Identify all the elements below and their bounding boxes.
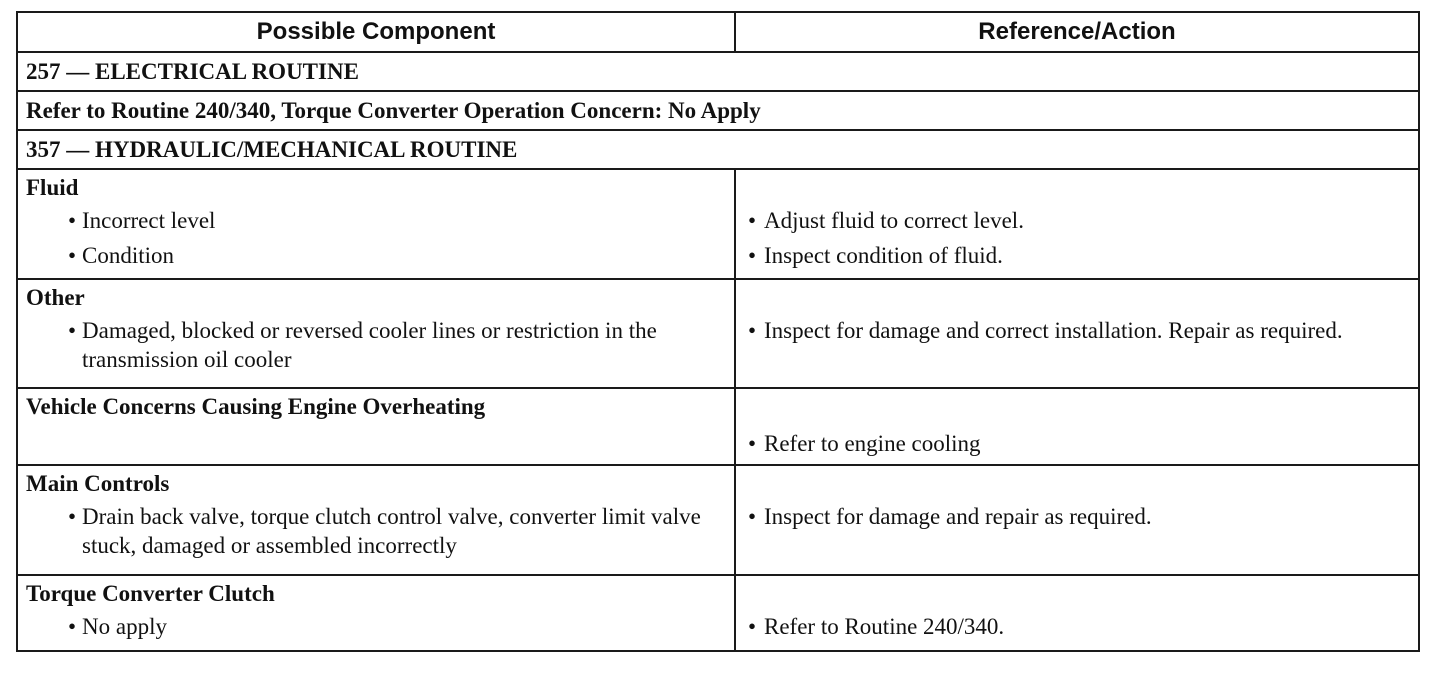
action-bullet: • Adjust fluid to correct level. [736, 206, 1418, 235]
component-bullet: • Condition [18, 241, 734, 270]
group-title-main-controls: Main Controls [26, 471, 170, 496]
table-row [17, 465, 1419, 575]
group-title-other: Other [26, 285, 85, 310]
header-row [17, 12, 1419, 52]
table-row [17, 279, 1419, 388]
action-bullet: • Inspect condition of fluid. [736, 241, 1418, 270]
table-row [17, 388, 1419, 465]
component-bullet: • No apply [18, 612, 734, 641]
section-title-hydraulic: 357 — HYDRAULIC/MECHANICAL ROUTINE [17, 130, 1419, 169]
component-cell [17, 169, 735, 279]
action-cell [735, 465, 1419, 575]
section-title-electrical: 257 — ELECTRICAL ROUTINE [17, 52, 1419, 91]
group-title-vehicle: Vehicle Concerns Causing Engine Overheating [26, 394, 486, 419]
component-cell [17, 575, 735, 651]
action-bullet: • Inspect for damage and correct installation. Repair as required. [736, 316, 1418, 345]
action-bullet: • Refer to Routine 240/340. [736, 612, 1418, 641]
component-bullet: • Damaged, blocked or reversed cooler lines or restriction in the transmission oil cooler [18, 316, 734, 374]
component-cell [17, 388, 735, 465]
component-bullet: • Incorrect level [18, 206, 734, 235]
component-cell [17, 279, 735, 388]
component-cell [17, 465, 735, 575]
action-cell [735, 388, 1419, 465]
group-title-tcc: Torque Converter Clutch [26, 581, 275, 606]
action-cell [735, 279, 1419, 388]
table-row [17, 169, 1419, 279]
section-row-refer [17, 91, 1419, 130]
action-cell [735, 169, 1419, 279]
table-row [17, 575, 1419, 651]
header-component: Possible Component [17, 12, 735, 52]
component-bullet: • Drain back valve, torque clutch control valve, converter limit valve stuck, damaged or assembled incorrectly [18, 502, 734, 560]
action-cell [735, 575, 1419, 651]
header-action: Reference/Action [735, 12, 1419, 52]
section-title-refer: Refer to Routine 240/340, Torque Converter Operation Concern: No Apply [17, 91, 1419, 130]
section-row-hydraulic [17, 130, 1419, 169]
group-title-fluid: Fluid [26, 175, 79, 200]
section-row-electrical [17, 52, 1419, 91]
action-bullet: • Refer to engine cooling [736, 429, 1418, 458]
diagnostic-table [16, 11, 1420, 652]
action-bullet: • Inspect for damage and repair as required. [736, 502, 1418, 531]
